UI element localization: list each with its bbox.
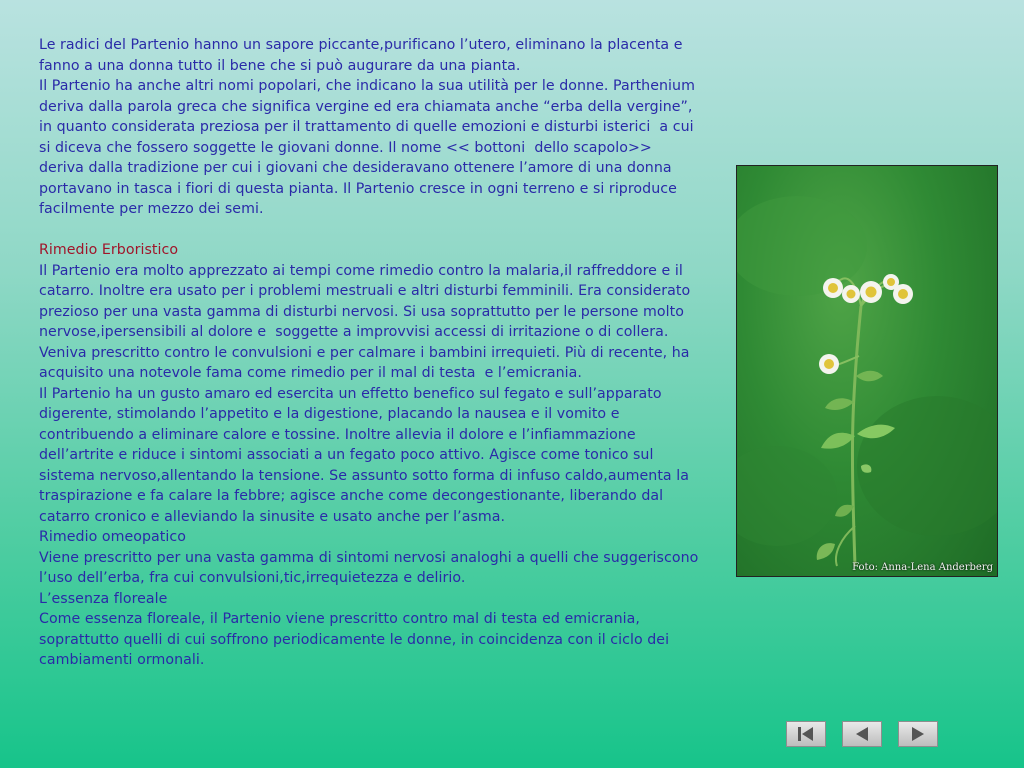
previous-slide-button[interactable] bbox=[842, 721, 882, 747]
feverfew-plant-illustration bbox=[737, 166, 998, 577]
spacer bbox=[39, 220, 699, 241]
paragraph-essenza-floreale: Come essenza floreale, il Partenio viene prescritto contro mal di testa ed emicrania, soprattutto quelli di cui soffrono periodicamente le donne, in coincidenza con il ciclo dei cambiamenti ormonali. bbox=[39, 611, 674, 668]
heading-rimedio-erboristico: Rimedio Erboristico bbox=[39, 242, 179, 258]
paragraph-rimedio-erboristico: Il Partenio era molto apprezzato ai tempi come rimedio contro la malaria,il raffreddore e il catarro. Inoltre era usato per i problemi mestruali e altri disturbi femminili. Era considerato prezioso per una vasta gamma di disturbi nervosi. Si usa soprattutto per le persone molto nervose,ipersensibili al dolore e soggette a improvvisi accessi di irritazione o di collera. Veniva prescritto contro le convulsioni e per calmare i bambini irrequieti. Più di recente, ha acquisito una notevole fama come rimedio per il mal di testa e l’emicrania. bbox=[39, 262, 695, 381]
paragraph-nomi-popolari: Il Partenio ha anche altri nomi popolari, che indicano la sua utilità per le donne. Parthenium deriva dalla parola greca che significa vergine ed era chiamata anche “erba della vergine”, in quanto considerata preziosa per il trattamento di quelle emozioni e disturbi isterici a cui si diceva che fossero soggette le giovani donne. Il nome << bottoni dello scapolo>> deriva dalla tradizione per cui i giovani che desideravano ottenere l’amore di una donna portavano in tasca i fiori di questa pianta. Il Partenio cresce in ogni terreno e si riproduce facilmente per mezzo dei semi. bbox=[39, 78, 700, 217]
flower-6 bbox=[819, 354, 839, 374]
paragraph-rimedio-omeopatico: Viene prescritto per una vasta gamma di sintomi nervosi analoghi a quelli che suggeriscono l’uso dell’erba, fra cui convulsioni,tic,irrequietezza e delirio. bbox=[39, 549, 703, 586]
flower-5 bbox=[893, 284, 913, 304]
next-slide-icon bbox=[899, 722, 937, 746]
next-slide-button[interactable] bbox=[898, 721, 938, 747]
first-slide-icon bbox=[787, 722, 825, 746]
flower-1 bbox=[823, 278, 843, 298]
photo-credit: Foto: Anna-Lena Anderberg bbox=[852, 562, 993, 573]
feverfew-photo bbox=[736, 165, 998, 577]
slide-text bbox=[39, 35, 703, 671]
flower-3 bbox=[860, 281, 882, 303]
heading-rimedio-omeopatico: Rimedio omeopatico bbox=[39, 529, 186, 545]
previous-slide-icon bbox=[843, 722, 881, 746]
heading-essenza-floreale: L’essenza floreale bbox=[39, 590, 168, 607]
paragraph-gusto-amaro: Il Partenio ha un gusto amaro ed esercita un effetto benefico sul fegato e sull’apparato digerente, stimolando l’appetito e la digestione, placando la nausea e il vomito e contribuendo a eliminare calore e tossine. Inoltre allevia il dolore e l’infiammazione dell’artrite e riduce i sintomi associati a un fegato poco attivo. Agisce come tonico sul sistema nervoso,allentando la tensione. Se assunto sotto forma di infuso caldo,aumenta la traspirazione e fa calare la febbre; agisce anche come decongestionante, liberando dal catarro cronico e alleviando la sinusite e usato anche per l’asma. bbox=[39, 385, 694, 525]
paragraph-radici: Le radici del Partenio hanno un sapore piccante,purificano l’utero, eliminano la placenta e fanno a una donna tutto il bene che si può augurare da una pianta. bbox=[39, 37, 688, 74]
first-slide-button[interactable] bbox=[786, 721, 826, 747]
flower-2 bbox=[842, 285, 860, 303]
